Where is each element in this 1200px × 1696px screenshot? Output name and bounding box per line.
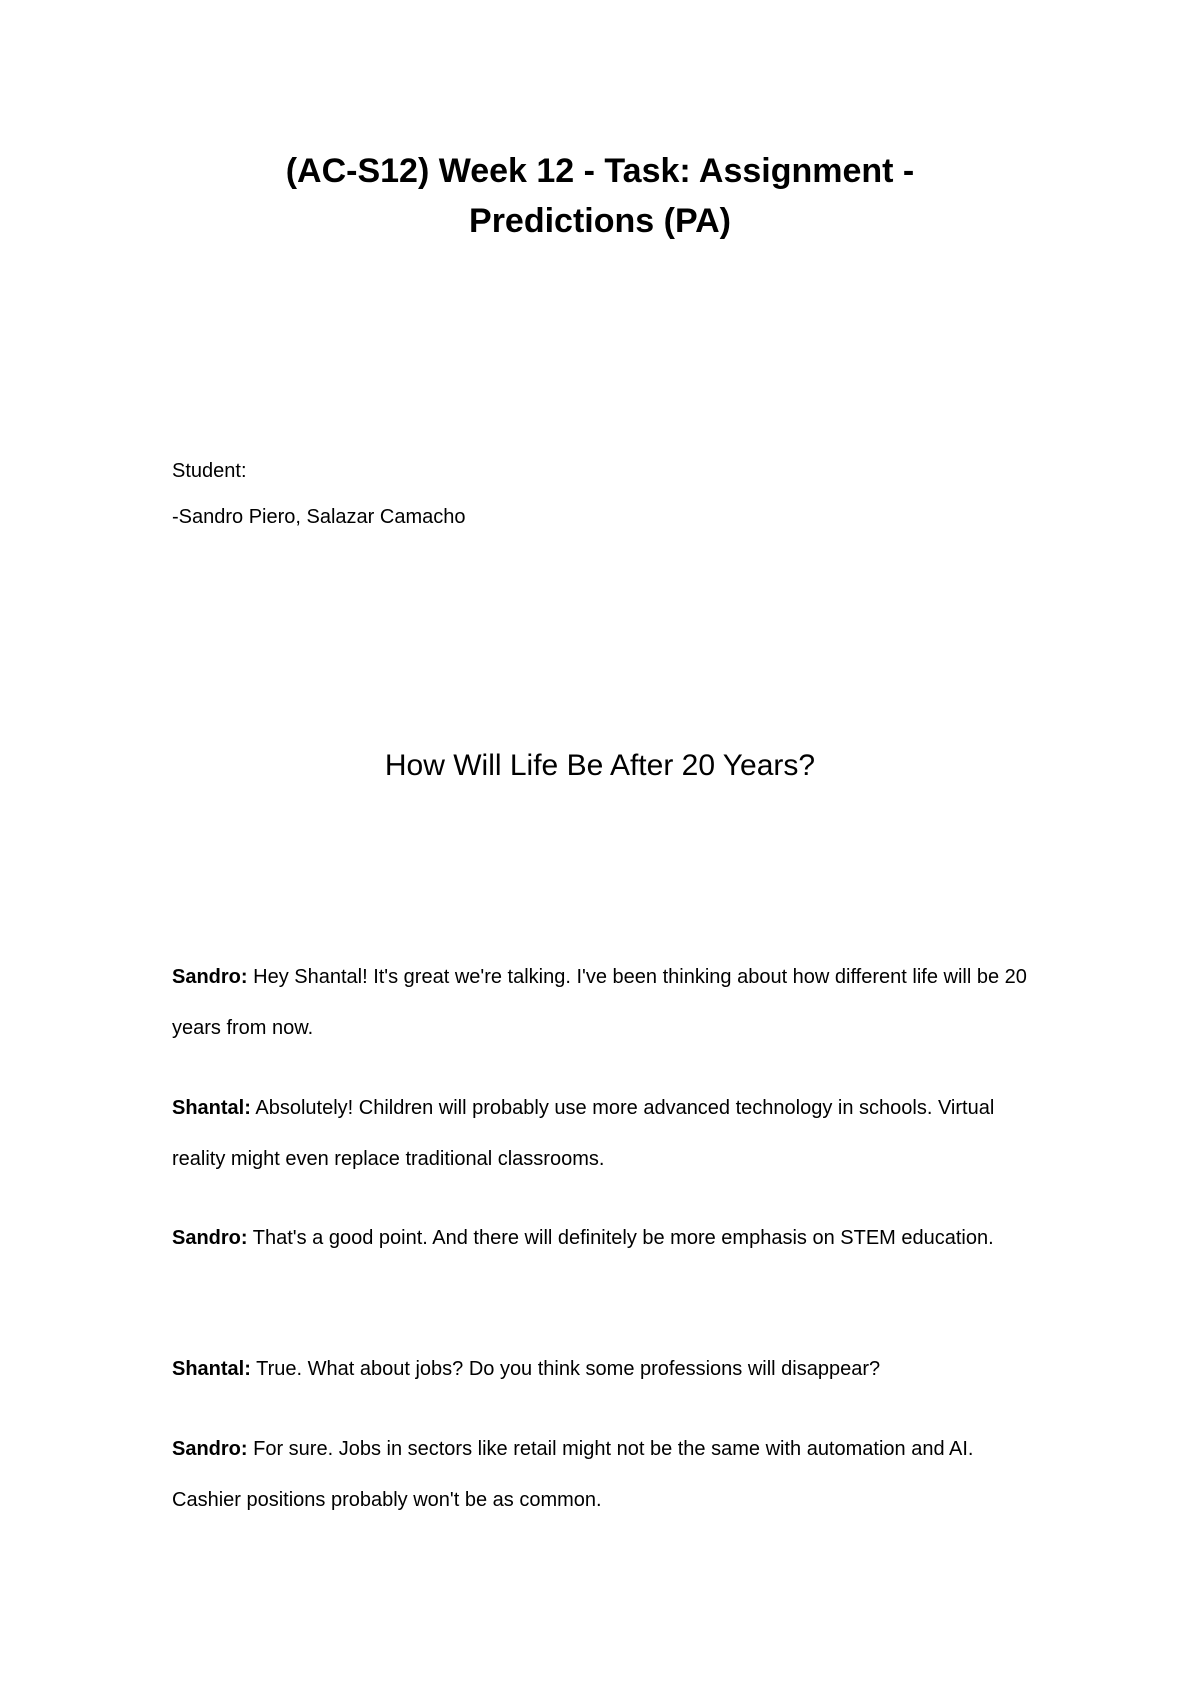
document-title-line-1: (AC-S12) Week 12 - Task: Assignment - [285,152,915,190]
speaker-name: Shantal: [172,1358,251,1380]
speaker-name: Sandro: [172,966,248,988]
dialogue-line [172,1424,1042,1526]
speaker-name: Shantal: [172,1097,251,1119]
dialogue-text: That's a good point. And there will definitely be more emphasis on STEM education. [252,1227,994,1249]
dialogue-line [172,1083,1042,1185]
essay-subtitle: How Will Life Be After 20 Years? [384,749,816,782]
document-title-line-2: Predictions (PA) [469,202,731,240]
dialogue-line [172,1344,1042,1395]
dialogue-text: For sure. Jobs in sectors like retail might not be the same with automation and AI. Cashier positions probably won't be as common. [172,1438,974,1511]
dialogue-line [172,952,1042,1054]
document-title [0,146,1200,246]
dialogue-text: Absolutely! Children will probably use more advanced technology in schools. Virtual reality might even replace traditional classrooms. [172,1097,995,1170]
student-label: Student: [172,460,247,482]
speaker-name: Sandro: [172,1227,248,1249]
student-name: -Sandro Piero, Salazar Camacho [172,506,466,528]
dialogue-text: Hey Shantal! It's great we're talking. I've been thinking about how different life will be 20 years from now. [172,966,1027,1039]
dialogue-line [172,1213,1042,1264]
dialogue-text: True. What about jobs? Do you think some professions will disappear? [256,1358,881,1380]
speaker-name: Sandro: [172,1438,248,1460]
